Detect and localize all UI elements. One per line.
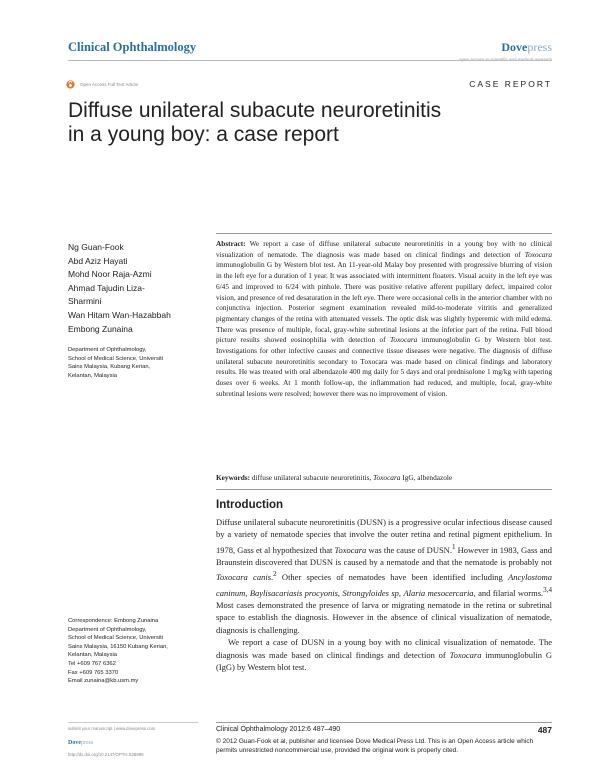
header-rule bbox=[68, 60, 552, 61]
footer-publisher-main: Dove bbox=[68, 740, 81, 746]
doi-link[interactable]: http://dx.doi.org/10.2147/OPTH.S28886 bbox=[68, 752, 144, 757]
author: Ng Guan-Fook bbox=[68, 242, 124, 252]
publisher-tagline: open access to scientific and medical research bbox=[458, 57, 552, 62]
affiliation-line: School of Medical Science, Universiti bbox=[68, 355, 164, 362]
author: Abd Aziz Hayati bbox=[68, 255, 128, 266]
open-access-icon bbox=[66, 80, 75, 89]
submit-manuscript-link[interactable]: submit your manuscript | www.dovepress.com bbox=[68, 726, 156, 731]
title-line-1: Diffuse unilateral subacute neuroretinitis bbox=[68, 99, 442, 122]
abstract-bottom-rule bbox=[216, 489, 552, 490]
author: Embong Zunaina bbox=[68, 323, 133, 334]
page-number: 487 bbox=[537, 725, 552, 735]
publisher-logo bbox=[501, 40, 552, 55]
correspondence-line: School of Medical Science, Universiti bbox=[68, 635, 164, 642]
abstract-text: We report a case of diffuse unilateral subacute neuroretinitis in a young boy with no clinical visualization of nematode. The diagnosis was made based on clinical findings and detection of bbox=[216, 239, 552, 259]
open-access-label: Open Access Full Text Article bbox=[80, 82, 138, 87]
citation-ref[interactable]: 1 bbox=[451, 542, 456, 551]
introduction-body bbox=[216, 516, 552, 673]
paragraph: Diffuse unilateral subacute neuroretinitis (DUSN) is a progressive ocular infectious disease caused by a variety of nematode species that involve the outer retina and retinal pigment epithelium. In 1978, Gass et al hypothesized that Toxocara was the cause of DUSN.$^1$ However in 1983, Gass and Braunstein discovered that DUSN is caused by a nematode and that the nematode is probably not Toxocara canis.$^2$ Other species of nematodes have been identified including Ancylostoma caninum, Baylisacariasis procyonis, Strongyloides sp, Alaria mesocercaria, and filarial worms.$^{3,4}$ Most cases demonstrated the presence of larva or migrating nematode in the retina or subretinal space to establish the diagnosis. However in the absence of clinical visualization of nematode, diagnosis is challenging. bbox=[216, 517, 553, 635]
abstract-label: Abstract: bbox=[216, 239, 246, 248]
publisher-suffix: press bbox=[527, 40, 552, 54]
abstract-italic: Toxocara bbox=[524, 249, 552, 259]
author: Ahmad Tajudin Liza- bbox=[68, 282, 145, 293]
affiliation bbox=[68, 346, 218, 380]
affiliation-line: Kelantan, Malaysia bbox=[68, 372, 117, 379]
keywords-italic: Toxocara bbox=[373, 473, 401, 482]
author-list bbox=[68, 241, 213, 336]
affiliation-line: Sains Malaysia, Kubang Kerian, bbox=[68, 364, 151, 371]
footer-publisher-logo bbox=[68, 740, 93, 746]
article-type: CASE REPORT bbox=[469, 79, 552, 89]
keywords-text: IgG, albendazole bbox=[400, 473, 453, 482]
keywords-label: Keywords: bbox=[216, 473, 251, 482]
abstract-text: immunoglobulin G by Western blot test. An 11-year-old Malay boy presented with progressive blurring of vision in the left eye for a duration of 1 year. It was associated with intermittent floaters. Visual acuity in the left eye was 6/45 and improved to 6/24 with pinhole. There was positive relative afferent pupillary defect, impaired color vision, and presence of red desaturation in the left eye. There were occasional cells in the anterior chamber with no conjunctiva injection. Posterior segment examination revealed mild-to-moderate vitritis and generalized pigmentary changes of the retina with attenuated vessels. The optic disk was slightly hyperemic with mild edema. There was presence of multiple, focal, gray-white subretinal lesions at the inferior part of the retina. Full blood picture results showed eosinophilia with detection of bbox=[216, 260, 552, 345]
correspondence-email[interactable]: Email zunaina@kb.usm.my bbox=[68, 678, 139, 685]
abstract-top-rule bbox=[216, 233, 552, 234]
correspondence bbox=[68, 617, 218, 686]
abstract-italic: Toxocara bbox=[390, 335, 418, 345]
author: Mohd Noor Raja-Azmi bbox=[68, 269, 152, 280]
author: Sharmini bbox=[68, 296, 102, 307]
journal-citation: Clinical Ophthalmology 2012:6 487–490 bbox=[216, 726, 341, 733]
citation-ref[interactable]: 3,4 bbox=[543, 585, 553, 594]
publisher-main: Dove bbox=[501, 40, 528, 54]
paragraph: We report a case of DUSN in a young boy with no clinical visualization of nematode. The diagnosis was made based on clinical findings and detection of Toxocara immunoglobulin G (IgG) by Western blot test. bbox=[216, 637, 552, 672]
license-text: © 2012 Guan-Fook et al, publisher and licensee Dove Medical Press Ltd. This is an Open Access article which permits unrestricted noncommercial use, provided the original work is properly cited. bbox=[216, 738, 534, 754]
abstract-text: immunoglobulin G by Western blot test. Investigations for other infective causes and connective tissue diseases were negative. The diagnosis of diffuse unilateral subacute neuroretinitis secondary to Toxocara was made based on clinical findings and laboratory results. He was treated with oral albendazole 400 mg daily for 5 days and oral prednisolone 1 mg/kg with tapering doses over 6 weeks. At 1 month follow-up, the inflammation had reduced, and multiple, focal, gray-white subretinal lesions were resolved; however there was no improvement of vision. bbox=[216, 335, 552, 398]
correspondence-line: Department of Ophthalmology, bbox=[68, 626, 147, 633]
correspondence-line: Kelantan, Malaysia bbox=[68, 652, 117, 659]
journal-name: Clinical Ophthalmology bbox=[68, 40, 197, 54]
author: Wan Hitam Wan-Hazabbah bbox=[68, 309, 171, 320]
abstract bbox=[216, 239, 552, 400]
correspondence-line: Tel +609 767 6362 bbox=[68, 660, 116, 667]
footer-rule-right bbox=[216, 722, 552, 723]
affiliation-line: Department of Ophthalmology, bbox=[68, 347, 147, 353]
keywords-text: diffuse unilateral subacute neuroretinitis, bbox=[250, 473, 374, 482]
section-heading-introduction: Introduction bbox=[216, 499, 284, 511]
article-title bbox=[68, 99, 441, 147]
correspondence-line: Sains Malaysia, 16150 Kubang Kerian, bbox=[68, 643, 168, 650]
correspondence-line: Fax +609 765 3370 bbox=[68, 669, 119, 676]
keywords bbox=[216, 473, 552, 484]
correspondence-line: Correspondence: Embong Zunaina bbox=[68, 618, 159, 624]
footer-publisher-suffix: press bbox=[81, 740, 94, 746]
title-line-2: in a young boy: a case report bbox=[68, 123, 339, 146]
citation-ref[interactable]: 2 bbox=[273, 570, 277, 579]
footer-rule-left bbox=[68, 722, 198, 723]
